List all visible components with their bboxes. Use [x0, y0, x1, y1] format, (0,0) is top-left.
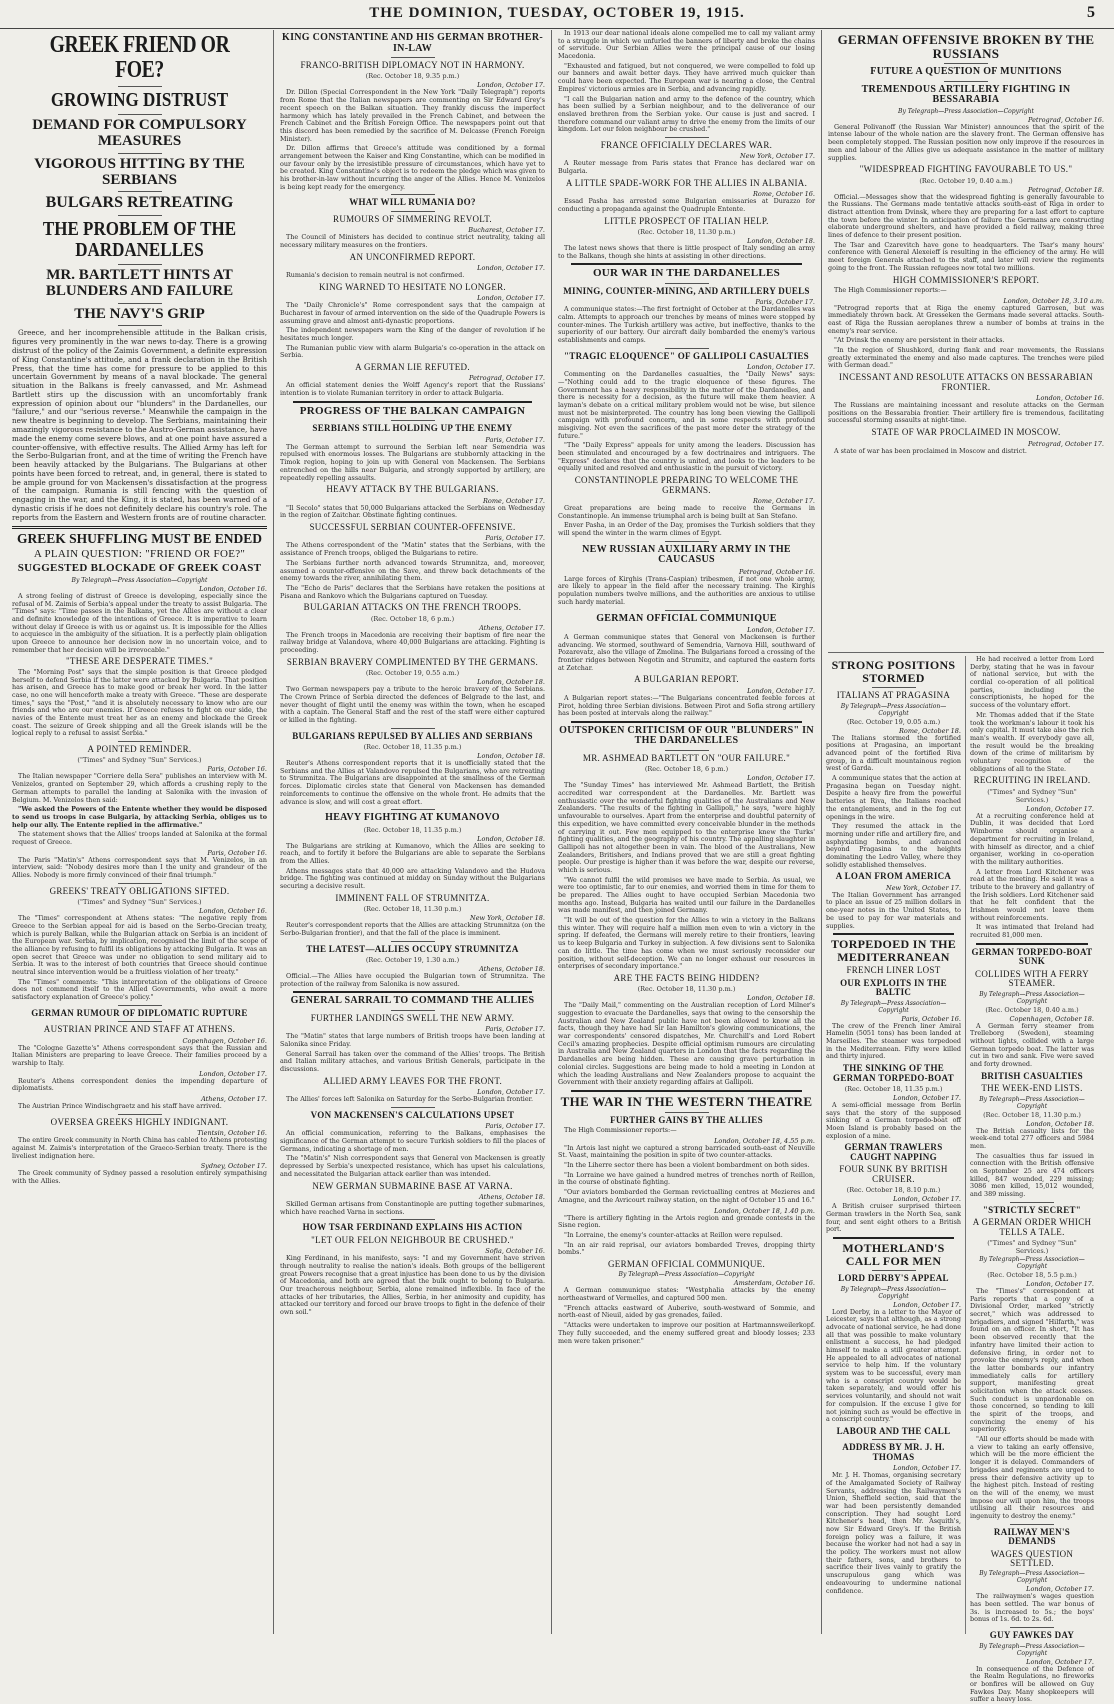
article-paragraph: Commenting on the Dardanelles casualties, the "Daily News" says:—"Nothing could add to the tragic eloquence of these figures. The Government has a heavy responsibility in the matter of the Dardanelles, and there is necessity for a decision, as the future will make them heavier. A layman's debate on a critical military problem would not be wise, but silence must not be misinterpreted. The country has long been viewing the Gallipoli campaign with profound concern, and in some respects with profound misgiving. Not even the sacrifices of the past more deter the strategy of the future." — [558, 370, 815, 440]
article-paragraph: "In Lorraine, the enemy's counter-attacks at Reillon were repulsed. — [564, 1230, 783, 1239]
headline: THE NAVY'S GRIP — [74, 305, 205, 322]
article-paragraph: He had received a letter from Lord Derby, stating that he was in favour of national service, but with the cordial co-operation of all political parties, including the conscriptionists, he hoped for the success of the voluntary effort. — [970, 655, 1094, 710]
dateline: London, October 18, 3.10 a.m. — [1003, 296, 1104, 305]
column-4 — [822, 30, 1110, 1704]
article-paragraph: Dr. Dillon affirms that Greece's attitude was conditioned by a formal arrangement between the Kaiser and King Constantine, which can be modified in our favour only by the irresistible pressure of circumstances, which have yet to be created. King Constantine's object is to redeem the pledge which was given to his brother-in-law without incurring the anger of the Allies. Hence M. Venizelos is being kept ready for the emergency. — [280, 144, 545, 191]
article-paragraph: The Bulgarians are striking at Kumanovo, which the Allies are seeking to reach, and to fortify it before the Bulgarians are able to separate the Serbians from the Allies. — [280, 841, 545, 866]
article-paragraph: Two German newspapers pay a tribute to the heroic bravery of the Serbians. The Crown Prince of Serbia directed the defences of Belgrade to the last, and never thought of flight until the enemy was within the town, when he escaped with a captain. The General Staff and the rest of the staff were either captured or killed in the fighting. — [280, 685, 545, 724]
article-paragraph: Skilled German artisans from Constantinople are putting together submarines, which have reached Varna in sections. — [280, 1199, 545, 1216]
article-paragraph: The High Commissioner reports:— — [834, 285, 947, 294]
article-paragraph: A communique states:—The first fortnight of October at the Dardanelles was calm. Attempts to approach our trenches by means of mines were stopped by counter-mines. The Turkish artillery was active, but ineffective, thanks to the superiority of our battery. Our aircraft daily bombarded the enemy's various establishments and camps. — [558, 305, 815, 345]
section-headline: STATE OF WAR PROCLAIMED IN MOSCOW. — [871, 427, 1061, 438]
article-paragraph: The entire Greek community in North China has cabled to Athens protesting against M. Zaimis's interpretation of the Graeco-Serbian treaty. There is the liveliest indignation here. — [12, 1136, 267, 1160]
dateline: Petrograd, October 18. — [1027, 185, 1104, 194]
article-paragraph: Rumania's decision to remain neutral is not confirmed. — [286, 271, 465, 280]
dateline: Rome, October 18. — [899, 726, 961, 735]
article-paragraph: A letter from Lord Kitchener was read at the meeting. He said it was a tribute to the bravery and gallantry of the Irish soldiers. Lord Kitchener said that he felt confident that the Irishmen would not leave them without reinforcements. — [970, 867, 1094, 922]
article-paragraph: The railwaymen's wages question has been settled. The war bonus of 3s. is increased to 5s.; the boys' bonus of 1s. 6d. to 2s. 6d. — [970, 1592, 1094, 1624]
dateline: Sydney, October 17. — [200, 1162, 267, 1171]
article-paragraph: The "Matin's" Nish correspondent says that General von Mackensen is greatly depressed by Serbia's unexpected resistance, which has upset his calculations, and necessitated the Bulgarian attack earlier than was intended. — [280, 1154, 545, 1178]
service-line: ("Times" and Sydney "Sun" Services.) — [77, 898, 202, 907]
dateline: New York, October 17. — [886, 883, 961, 892]
article-paragraph: A communique states that the action at Pragasina began on Tuesday night. Despite a heavy fire from the powerful batteries at Riva, the Italians reached the entanglements, and in the fog cut openings in the wire. — [826, 774, 961, 821]
article-paragraph: "In an air raid reprisal, our aviators bombarded Treves, dropping thirty bombs." — [558, 1240, 815, 1257]
dateline: London, October 17. — [477, 81, 545, 90]
article-paragraph: At a recruiting conference held at Dublin, it was decided that Lord Wimborne should organise a department for recruiting in Ireland, with himself as director, and a chief organiser, working in co-operation with the military authorities. — [970, 811, 1094, 866]
article-paragraph: The Tsar and Czarevitch have gone to headquarters. The Tsar's many hours' conference with General Alexeieff is resulting in the efficiency of the army. He will meet foreign Generals attached to the staff, and later will review the regiments going to the front. The Russian refugees now total two millions. — [828, 240, 1104, 272]
section-headline: FRANCE OFFICIALLY DECLARES WAR. — [600, 139, 773, 150]
subheadline: COLLIDES WITH A FERRY STEAMER. — [975, 968, 1089, 989]
article-paragraph: "French attacks eastward of Auberive, south-westward of Sommie, and north-east of Nieuil, aided by gas grenades, failed. — [558, 1303, 815, 1320]
received-line: (Rec. October 18, 6 p.m.) — [370, 614, 455, 623]
article-paragraph: A German communique states that General von Mackensen is further advancing. We stormed, southward of Semendria, Varnova Hill, southward of Pozarevatz, also the village of Zmolina. The Bulgarians forced a crossing of the frontier ridges between Negotin and Strumitz, and captured the eastern forts at Zetchar. — [558, 633, 815, 672]
dateline: London, October 18, 1.40 p.m. — [714, 1206, 815, 1215]
article-paragraph: Great preparations are being made to receive the Germans in Constantinople. An immense triumphal arch is being built at San Stefano. — [558, 504, 815, 520]
credit-line: By Telegraph—Press Association—Copyright — [979, 1642, 1085, 1657]
subcolumn-left — [822, 656, 966, 1634]
section-headline: HEAVY ATTACK BY THE BULGARIANS. — [326, 484, 499, 495]
dateline: Paris, October 16. — [207, 848, 267, 857]
dateline: Athens, October 17. — [201, 1095, 267, 1103]
article-paragraph: The Paris "Matin's" Athens correspondent says that M. Venizelos, in an interview, said: "Nobody desires more than I the unity and grandeur of the Allies. Nobody is more firmly convinced of their final triumph." — [12, 855, 267, 879]
subheadline: ADDRESS BY MR. J. H. THOMAS — [842, 1442, 945, 1462]
dateline: London, October 17. — [747, 363, 815, 372]
dateline: New York, October 17. — [740, 152, 815, 161]
section-headline: GREEKS' TREATY OBLIGATIONS SIFTED. — [49, 885, 230, 896]
headline: BULGARS RETREATING — [45, 194, 234, 212]
credit-line: By Telegraph—Press Association—Copyright — [71, 576, 208, 584]
credit-line: By Telegraph—Press Association—Copyright — [618, 1271, 755, 1279]
dateline: London, October 18. — [1026, 1119, 1094, 1128]
article-paragraph: A semi-official message from Berlin says that the story of the supposed sinking of a German torpedo-boat off Moen Island is probably based on the explosion of a mine. — [826, 1101, 961, 1140]
dateline: Petrograd, October 17. — [1027, 439, 1104, 448]
dateline: London, October 17. — [747, 774, 815, 783]
section-headline: GERMAN TORPEDO-BOAT SUNK — [971, 946, 1093, 967]
lead-article — [12, 329, 267, 522]
dateline: Paris, October 17. — [485, 534, 545, 543]
article-paragraph: The Russians are maintaining incessant and resolute attacks on the German positions on the Bessarabia frontier. Their artillery fire is tremendous, facilitating successful storming assaults at night-time. — [828, 401, 1104, 425]
received-line: (Rec. October 19, 0.55 a.m.) — [365, 669, 460, 678]
article-paragraph: Large forces of Kirghis (Trans-Caspian) tribesmen, if not one whole army, are likely to appear in the field after the necessary training. The Kirghis population numbers twelve millions, and the authorities are anxious to utilise such hardy material. — [558, 574, 815, 606]
column-3 — [552, 30, 822, 1634]
credit-line: By Telegraph—Press Association—Copyright — [840, 702, 947, 717]
article-paragraph: The Athens correspondent of the "Matin" states that the Serbians, with the assistance of French troops, obliged the Bulgarians to retire. — [280, 541, 545, 558]
section-headline: LITTLE PROSPECT OF ITALIAN HELP. — [604, 215, 769, 226]
credit-line: By Telegraph—Press Association—Copyright — [979, 1256, 1085, 1270]
section-headline: GREEK SHUFFLING MUST BE ENDED — [16, 530, 263, 546]
article-paragraph: The German attempt to surround the Serbian left near Semendria was repulsed with enormous losses. The Bulgarians are stubbornly attacking in the Timok region, hoping to join up with General von Mackensen. The Serbians entrenched on the hills near Bulgaria, and strongly supported by artillery, are repeatedly repelling assaults. — [280, 442, 545, 482]
article-paragraph: The "Daily Mail," commenting on the Australian reception of Lord Milner's suggestion to evacuate the Dardanelles, says that owing to the censorship the Australian and New Zealand public have not been allowed to know all the facts, though they have had Sir Ian Hamilton's glowing communications, the war correspondents' censored dispatches, Mr. Churchill's and Lord Robert Cecil's amazing prophecies. Despite official optimism rumours are circulating in Australia and New Zealand quarters in London that the facts regarding the Dardanelles are being hidden. These are causing grave perturbation in colonial circles. Suggestions are being made to hold a meeting in London at which the leading Australians and New Zealanders propose to acquaint the Government with their anxiety regarding affairs at Gallipoli. — [558, 1001, 815, 1087]
headline: GROWING DISTRUST — [50, 89, 229, 112]
russian-front-block — [822, 30, 1110, 650]
subheadline: FRENCH LINER LOST — [846, 965, 941, 976]
subheadline: RUMOURS OF SIMMERING REVOLT. — [333, 213, 492, 224]
article-paragraph: The "Times's" correspondent at Paris reports that a copy of a Divisional Order, marked "strictly secret," which was addressed to brigadiers, and signed "Hilfarth," was found on an officer. In short, "It has been observed recently that the infantry have limited their action to defensive firing, in order not to provoke the enemy's reply, and when the latter bombards our infantry immediately calls for artillery support, manifesting great solicitation when the attack ceases. Such conduct is unpardonable on those concerned, so tending to kill the spirit of the troops, and convincing the enemy of his superiority. — [970, 1287, 1094, 1434]
received-line: (Rec. October 18, 11.35 p.m.) — [363, 743, 462, 752]
article-paragraph: The Austrian Prince Windischgraetz and his staff have arrived. — [18, 1102, 222, 1110]
section-headline: CONSTANTINOPLE PREPARING TO WELCOME THE GERMANS. — [574, 475, 799, 495]
article-paragraph: "I call the Bulgarian nation and army to the defence of the country, which has been sullied by a Serbian neighbour, and to the deliverance of our enslaved brethren from the Serbian yoke. Our cause is just and sacred. I therefore command our valiant army to drive the enemy from the limits of our kingdom. Let our felon neighbour be crushed." — [558, 94, 815, 134]
dateline: London, October 16. — [199, 584, 267, 593]
subheadline: "THESE ARE DESPERATE TIMES." — [65, 656, 214, 667]
received-line: (Rec. October 18, 11.35 p.m.) — [363, 825, 462, 834]
subheadline: TREMENDOUS ARTILLERY FIGHTING IN BESSARABIA — [861, 83, 1071, 106]
dateline: London, October 17. — [747, 626, 815, 635]
article-paragraph: The "Daily Chronicle's" Rome correspondent says that the campaign at Bucharest in favour of armed intervention on the side of the Quadruple Powers is assuming grave and almost anti-dynastic proportions. — [280, 301, 545, 325]
subheadline: MR. ASHMEAD BARTLETT ON "OUR FAILURE." — [582, 752, 791, 763]
dateline: Athens, October 17. — [479, 623, 545, 632]
article-paragraph: The Greek community of Sydney passed a resolution entirely sympathising with the Allies. — [12, 1169, 267, 1185]
headline: GREEK FRIEND OR FOE? — [49, 32, 230, 84]
article-paragraph: The "Times" correspondent at Athens states: "The negative reply from Greece to the Serbian appeal for aid is based on the Serbo-Grecian treaty, which is purely Balkan, while the Bulgarian attack on Serbia is an incident of the European war. Serbia, by implication, recognised the limit of the scope of the alliance by refusing to fulfil its obligations by attacking Bulgaria. It was an open secret that Greece was under no obligation to send military aid to Serbia. It was to the interest of both countries that Greece should continue neutral since intervention would be a fruitless violation of her treaty." — [12, 914, 268, 976]
section-headline: HIGH COMMISSIONER'S REPORT. — [892, 274, 1040, 285]
article-paragraph: General Sarrail has taken over the command of the Allies' troops. The British and Italian military attaches, and various British Generals, participate in the discussions. — [280, 1049, 545, 1074]
article-paragraph: Official.—The Allies have occupied the Bulgarian town of Strumnitza. The protection of the railway from Salonika is now assured. — [280, 972, 545, 988]
section-headline: KING WARNED TO HESITATE NO LONGER. — [319, 281, 506, 292]
page-number: 5 — [1087, 4, 1096, 21]
received-line: (Rec. October 19, 1.30 a.m.) — [365, 956, 460, 965]
dateline: London, October 17. — [1026, 1585, 1094, 1594]
dateline: London, October 17. — [477, 294, 545, 303]
dateline: Bucharest, October 17. — [468, 226, 545, 235]
dateline: Amsterdam, October 16. — [733, 1279, 815, 1288]
subheadline: MINING, COUNTER-MINING, AND ARTILLERY DUELS — [563, 285, 810, 296]
dateline: Tientsin, October 16. — [197, 1129, 267, 1138]
article-paragraph: "In Artois last night we captured a strong barricaded south-east of Neuville St. Vaast, maintaining the position in spite of two counter-attacks. — [558, 1143, 815, 1160]
article-paragraph: A British cruiser surprised thirteen German trawlers in the North Sea, sank four, and sent eight others to a British port. — [826, 1202, 961, 1234]
dateline: London, October 17. — [1026, 1657, 1094, 1666]
headline: VIGOROUS HITTING BY THE SERBIANS — [34, 155, 245, 188]
article-paragraph: The Allies' forces left Salonika on Saturday for the Serbo-Bulgarian frontier. — [286, 1095, 534, 1104]
article-paragraph: "It will be out of the question for the Allies to win a victory in the Balkans this winter. They will require half a million men even to win a victory in the spring. If defeated, the Germans will merely retire to their frontiers, leaving us to keep Bulgaria and Turkey in subjection. A few divisions sent to Salonika can do little. The time has come when we must seriously reconsider our position, without self-deception. We can no longer exhaust our resources in enterprises of secondary importance." — [558, 916, 815, 971]
dateline: Copenhagen, October 16. — [182, 1036, 267, 1045]
article-paragraph: Athens messages state that 40,000 are attacking Valandovo and the Hudova bridge. The fighting was continued at midday on Sunday without the Bulgarians securing a decisive result. — [280, 866, 545, 891]
section-headline: "STRICTLY SECRET" — [982, 1204, 1082, 1215]
newspaper-page — [6, 29, 1110, 1704]
article-paragraph: The Council of Ministers has decided to continue strict neutrality, taking all necessary military measures on the frontiers. — [280, 233, 545, 249]
section-headline: BULGARIANS REPULSED BY ALLIES AND SERBIANS — [292, 730, 533, 741]
dateline: Rome, October 17. — [753, 497, 815, 506]
section-headline: THE WAR IN THE WESTERN THEATRE — [560, 1093, 813, 1109]
section-headline: IMMINENT FALL OF STRUMNITZA. — [335, 892, 490, 903]
section-headline: RAILWAY MEN'S DEMANDS — [993, 1526, 1071, 1547]
dateline: Paris, October 17. — [485, 1025, 545, 1034]
section-headline: ARE THE FACTS BEING HIDDEN? — [613, 972, 760, 983]
section-headline: BULGARIAN ATTACKS ON THE FRENCH TROOPS. — [303, 602, 522, 613]
received-line: (Rec. October 18, 11.30 p.m.) — [363, 905, 462, 914]
dateline: London, October 18. — [747, 237, 815, 245]
dateline: London, October 17. — [199, 1069, 267, 1078]
received-line: (Rec. October 18, 11.30 p.m.) — [637, 228, 736, 236]
subheadline: AUSTRIAN PRINCE AND STAFF AT ATHENS. — [43, 1024, 236, 1035]
dateline: Paris, October 17. — [485, 1122, 545, 1131]
subheadline: FOUR SUNK BY BRITISH CRUISER. — [839, 1164, 948, 1184]
dateline: Rome, October 16. — [753, 190, 815, 199]
credit-line: By Telegraph—Press Association—Copyright — [979, 990, 1085, 1005]
article-paragraph: "At Dvinsk the enemy are persistent in their attacks. — [834, 336, 1005, 345]
section-headline: A LOAN FROM AMERICA — [835, 871, 952, 882]
article-paragraph: Enver Pasha, in an Order of the Day, promises the Turkish soldiers that they will spend the winter in the warm climes of Egypt. — [558, 521, 815, 538]
dateline: Copenhagen, October 18. — [1009, 1014, 1094, 1023]
article-paragraph: "There is artillery fighting in the Artois region and grenade contests in the Sisne region. — [558, 1213, 815, 1230]
article-paragraph: "All our efforts should be made with a view to taking an early offensive, which will be the more efficient the longer it is delayed. Commanders of brigades and regiments are urged to press their defensive activity up to the highest pitch. Instead of resting on the will of the enemy, we must impose our will upon him, the troops utilising all their resources and ingenuity to destroy the enemy." — [970, 1435, 1094, 1520]
article-paragraph: It was intimated that Ireland had recruited 81,000 men. — [970, 923, 1094, 940]
dateline: London, October 18. — [477, 678, 545, 687]
section-headline: OUTSPOKEN CRITICISM OF OUR "BLUNDERS" IN THE DARDANELLES — [559, 724, 814, 747]
article-paragraph: The High Commissioner reports:— — [564, 1126, 677, 1134]
article-paragraph: "In the region of Shushkord, during flank and rear movements, the Russians greatly exterminated the enemy and also made captures. The trenches were piled with German dead." — [828, 346, 1104, 370]
dateline: Petrograd, October 17. — [468, 374, 545, 383]
article-paragraph: Reuter's correspondent reports that the Allies are attacking Strumnitza (on the Serbo-Bulgarian frontier), and that the fall of the place is imminent. — [280, 921, 545, 937]
dateline: London, October 17. — [893, 1464, 961, 1473]
article-paragraph: The "Times" comments: "This interpretation of the obligations of Greece does not commend itself to the Allied Governments, who await a more satisfactory explanation of Greece's policy." — [12, 977, 267, 1001]
subheadline: OUR EXPLOITS IN THE BALTIC — [840, 977, 947, 998]
credit-line: By Telegraph—Press Association—Copyright — [840, 1285, 947, 1300]
section-headline: A POINTED REMINDER. — [87, 744, 192, 754]
section-headline: THE SINKING OF THE GERMAN TORPEDO-BOAT — [833, 1063, 954, 1083]
article-paragraph: King Ferdinand, in his manifesto, says: "I and my Government have striven through neutrality to realise the nation's ideals. Both groups of the belligerent great Powers recognise that a great injustice has been done to us by the division of Macedonia, and both are agreed that the bulk ought to belong to Bulgaria. Our treacherous neighbour, Serbia, alone remained inflexible. In face of the attacks of her tributaries, the Allies, Serbia, in her animosity and cupidity, has attacked our territory and forced our brave troops to fight in the defence of their own soil." — [280, 1254, 545, 1317]
article-paragraph: Essad Pasha has arrested some Bulgarian emissaries at Durazzo for conducting a propaganda against the Quadruple Entente. — [558, 197, 815, 213]
article-paragraph: The statement shows that the Allies' troops landed at Salonika at the formal request of Greece. — [12, 830, 267, 846]
headline: MR. BARTLETT HINTS AT BLUNDERS AND FAILURE — [45, 267, 234, 299]
dateline: London, October 17. — [477, 1088, 545, 1097]
credit-line: By Telegraph—Press Association—Copyright — [840, 999, 947, 1014]
article-paragraph: The "Sunday Times" has interviewed Mr. Ashmead Bartlett, the British accredited war correspondent at the Dardanelles. Mr. Bartlett was enthusiastic over the wonderful fighting qualities of the Australians and New Zealanders. "The results of the fighting in Gallipoli," he says, "were highly unfavourable to ourselves. Apart from the enterprise and doubtful paternity of this expedition, we have committed every conceivable blunder in the methods of carrying it out. Few men equipped to the enterprise knew the Turks' fighting qualities, and the geography of his country. The appalling slaughter in Gallipoli has not altogether been in vain. The blood of the Australians, New Zealanders, Britishers, and Indians proved that we are still a great fighting people. Our prestige is higher than it was before the war, despite our reverse, which is serious. — [558, 781, 815, 874]
article-paragraph: Mr. J. H. Thomas, organising secretary of the Amalgamated Society of Railway Servants, addressing the Railwaymen's Union, Sheffield section, said that the war had been persistently demanded conscription. They had sought Lord Kitchener's head, then Mr. Asquith's, now Sir Edward Grey's. If the British foreign policy was a failure, it was because the worker had not had a say in the policy. The workers must not allow their fathers, sons, and brothers to sacrifice their lives vainly to gratify the unscrupulous gang which was endeavouring to undermine national confidence. — [826, 1471, 961, 1595]
article-paragraph: Greece, and her incomprehensible attitude in the Balkan crisis, figures very prominently in the war news to-day. There is a growing distrust of the policy of the Zaimis Government, a definite expression of King Constantine's attitude, and a frank declaration in the British Press, that the time has come for pressure to be applied to this uncertain Government by means of a naval blockade. The general situation in the Balkans is freely canvassed, and Mr. Ashmead Bartlett stirs up the discussion with an uncomfortably frank expression of opinion about our "blunders" in the Dardanelles, our "failure," and our "serious reverse." Meanwhile the campaign in the new theatre is beginning to develop. The Serbians, maintaining their amazingly vigorous resistance to the Austro-German assistance, have made the enemy come severe blows, and at one point have assured a counter-offensive, with effective results. The Allied Army has left for the Serbo-Bulgarian front, and at the time of writing the French have been heavily attacked by the Bulgarians. The Bulgarians at other points have been forced to retreat, and, in general, there is stated to be ample ground for von Mackensen's dissatisfaction at the progress of the campaign. Rumania is still fencing with the question of engaging in the war, and the King, it is stated, has been warned of a dynastic crisis if he does not definitely declare his country's role. The reports from the Eastern and Western fronts are of routine character. — [12, 328, 267, 522]
received-line: (Rec. October 18, 6 p.m.) — [644, 765, 729, 774]
article-paragraph: A Reuter message from Paris states that France has declared war on Bulgaria. — [558, 159, 815, 176]
dateline: London, October 16. — [199, 907, 267, 916]
article-paragraph: "Our aviators bombarded the German revictualling centres at Mezieres and Amagne, and the Avricourt railway station, on the night of October 15 and 16." — [558, 1188, 815, 1204]
section-headline: VON MACKENSEN'S CALCULATIONS UPSET — [310, 1109, 515, 1120]
section-headline: SERBIAN BRAVERY COMPLIMENTED BY THE GERMANS. — [286, 656, 539, 667]
article-paragraph: The Rumanian public view with alarm Bulgaria's co-operation in the attack on Serbia. — [280, 343, 545, 360]
article-paragraph: The Italian newspaper "Corriere della Sera" publishes an interview with M. Venizelos, granted on September 29, which affords a crushing reply to the German attempts to parallel the landing at Salonika with the invasion of Belgium. M. Venizelos then said: — [12, 772, 267, 804]
article-paragraph: In consequence of the Defence of the Realm Regulations, no fireworks or bonfires will be allowed on Guy Fawkes Day. Many shopkeepers will suffer a heavy loss. — [970, 1664, 1094, 1704]
dateline: Petrograd, October 16. — [738, 567, 815, 576]
article-paragraph: General Polivanoff (the Russian War Minister) announces that the spirit of the intense labour of the whole nation are the slavery front. The German offensive has been completely stopped. The Russian position now only improve if the resources in men and labour of the Allies give us adequate assistance in the matter of military supplies. — [828, 122, 1104, 162]
credit-line: By Telegraph—Press Association—Copyright — [979, 1095, 1085, 1110]
dateline: Paris, October 16. — [901, 1014, 961, 1023]
section-headline: INCESSANT AND RESOLUTE ATTACKS ON BESSARABIAN FRONTIER. — [839, 372, 1093, 392]
section-headline: GUY FAWKES DAY — [989, 1630, 1075, 1641]
section-headline: GERMAN TRAWLERS CAUGHT NAPPING — [844, 1142, 943, 1162]
article-paragraph: Mr. Thomas added that if the State took the workman's labour it took his only capital. It must take also the rich man's wealth. If everybody gave all, the result would be the breaking down of the crime of militarism by voluntary recognition of the obligations of all to the State. — [970, 710, 1094, 773]
dateline: London, October 17. — [893, 1195, 961, 1204]
subheadline: THE WEEK-END LISTS. — [981, 1083, 1083, 1094]
article-paragraph: Reuter's Athens correspondent denies the impending departure of diplomatists. — [12, 1076, 267, 1093]
dateline: London, October 17. — [893, 1094, 961, 1102]
article-paragraph: The independent newspapers warn the King of the danger of revolution if he hesitates much longer. — [280, 326, 545, 342]
received-line: (Rec. October 18, 0.40 a.m.) — [985, 1005, 1079, 1014]
lower-subcolumns — [822, 655, 1110, 1704]
section-headline: OUR WAR IN THE DARDANELLES — [592, 267, 781, 280]
article-paragraph: Reuter's Athens correspondent reports that it is unofficially stated that the Serbians and the Allies at Valandovo repulsed the Bulgarians, who are retreating to Strumnitza. The Bulgarians are disappointed at the smallness of the German forces. Diplomatic circles state that General von Mackensen has demanded reinforcements to continue the offensive on the whole front. He admits that the advance is slow, and will cost a great effort. — [280, 759, 545, 806]
newspaper-title: THE DOMINION, TUESDAY, OCTOBER 19, 1915. — [369, 5, 745, 21]
credit-line: By Telegraph—Press Association—Copyright — [898, 107, 1034, 115]
section-headline: PROGRESS OF THE BALKAN CAMPAIGN — [299, 404, 526, 417]
dateline: New York, October 18. — [470, 914, 545, 923]
section-headline: BRITISH CASUALTIES — [981, 1070, 1083, 1081]
service-line: ("Times" and Sydney "Sun" Services.) — [987, 787, 1077, 804]
section-headline: AN UNCONFIRMED REPORT. — [349, 251, 476, 262]
dateline: London, October 18. — [747, 994, 815, 1003]
subheadline: FURTHER GAINS BY THE ALLIES — [610, 1114, 763, 1125]
section-headline: THE LATEST—ALLIES OCCUPY STRUMNITZA — [306, 943, 519, 954]
article-paragraph: An official statement denies the Wolff Agency's report that the Russians' intention is to violate Rumanian territory in order to attack Bulgaria. — [280, 381, 545, 398]
article-paragraph: The casualties thus far issued in connection with the British offensive on September 25 are 474 officers killed, 847 wounded, 229 missing; 3086 men killed, 15,012 wounded, and 389 missing. — [970, 1151, 1094, 1198]
dateline: Paris, October 17. — [755, 298, 815, 307]
dateline: Sofia, October 16. — [485, 1247, 545, 1256]
article-paragraph: "Petrograd reports that at Riga the enemy captured Garrosen, but was immediately thrown back. At Gresseken the Germans made several attacks. South-east of Riga the Russian aeroplanes threw a number of bombs at trains in the enemy's rear service. — [828, 303, 1104, 335]
article-paragraph: The French troops in Macedonia are receiving their baptism of fire near the railway bridge at Valandova, where 40,000 Bulgarians are attacking. Fighting is proceeding. — [280, 630, 545, 655]
article-paragraph: The "Echo de Paris" declares that the Serbians have retaken the positions at Pisana and Rankovo which the Bulgarians captured on Tuesday. — [280, 583, 545, 600]
article-paragraph: The latest news shows that there is little prospect of Italy sending an army to the Balkans, though she hints at assisting in other directions. — [558, 244, 815, 260]
received-line: (Rec. October 18, 11.35 p.m.) — [844, 1085, 943, 1093]
subheadline: WAGES QUESTION SETTLED. — [990, 1548, 1074, 1568]
article-paragraph: Official.—Messages show that the widespread fighting is generally favourable to the Russians. The Germans made tentative attacks south-east of Riga in order to distract attention from Dvinsk, where they are preparing for a last effort to capture the town before the winter. In anticipation of failure the Germans are constructing elaborate underground shelters, and have provided a field railway, making three lines of defence to their present position. — [828, 192, 1104, 240]
article-paragraph: An official communication, referring to the Balkans, emphasises the significance of the German attempt to secure Turkish soldiers to fill the places of Germans, indicating a shortage of men. — [280, 1129, 545, 1153]
section-headline: NEW RUSSIAN AUXILIARY ARMY IN THE CAUCASUS — [582, 543, 791, 566]
section-headline: GENERAL SARRAIL TO COMMAND THE ALLIES — [290, 995, 535, 1007]
dateline: London, October 18. — [477, 752, 545, 761]
section-headline: GERMAN OFFENSIVE BROKEN BY THE RUSSIANS — [837, 32, 1095, 61]
subheadline: A GERMAN ORDER WHICH TELLS A TALE. — [972, 1217, 1092, 1237]
article-paragraph: A German communique states: "Westphalia attacks by the enemy northeastward of Vermelles, and captured 500 men. — [558, 1286, 815, 1303]
article-paragraph: Dr. Dillon (Special Correspondent in the New York "Daily Telegraph") reports from Rome that the Italian newspapers are commenting on Sir Edward Grey's recent speech on the Balkan situation. They frankly discuss the imperfect harmony which has lately prevailed in the French Cabinet, and between the French Cabinet and the British Foreign Office. The newspapers point out that this discord has been remedied by the sacrifice of M. Delcasse (French Foreign Minister). — [280, 88, 545, 143]
subheadline: SUGGESTED BLOCKADE OF GREEK COAST — [17, 562, 262, 575]
article-paragraph: "In the Liherre sector there has been a violent bombardment on both sides. — [564, 1161, 810, 1170]
article-paragraph: "Attacks were undertaken to improve our position at Hartmannsweilerkopf. They fully succeeded, and the enemy suffered great and bloody losses; 233 men were taken prisoner." — [558, 1321, 815, 1345]
section-headline: WHAT WILL RUMANIA DO? — [349, 197, 476, 208]
received-line: (Rec. October 18, 11.30 p.m.) — [637, 985, 736, 994]
article-paragraph: The crew of the French liner Amiral Hamelin (5051 tons) has been landed at Marseilles. The steamer was torpedoed in the Mediterranean. Fifty were killed and thirty injured. — [826, 1021, 961, 1061]
subheadline: "LET OUR FELON NEIGHBOUR BE CRUSHED." — [311, 1234, 514, 1245]
column-2 — [274, 30, 552, 1634]
article-paragraph: The "Morning Post" says that the simple position is that Greece pledged herself to defend Serbia if the latter were attacked by Bulgaria. That position has arisen, and Greece has to make good or break her word. In the latter case, no one will henceforth make a treaty with Greece. "These are desperate times," says the "Post," "and it is absolutely necessary to know who are our friends and who are our enemies. If Greece refuses to fight on our side, the navies of the Entente must treat her as an enemy and blockade the Greek coast. The seizure of Greek shipping and all the Greek islands will be the logical reply to a refusal to assist Serbia." — [12, 667, 267, 738]
article-paragraph: The "Matin" states that large numbers of British troops have been landing at Salonika since Friday. — [280, 1032, 545, 1049]
masthead — [0, 0, 1114, 29]
subheadline: A PLAIN QUESTION: "FRIEND OR FOE?" — [33, 547, 246, 560]
section-headline: STRONG POSITIONS STORMED — [831, 658, 956, 685]
dateline: Petrograd, October 16. — [1027, 115, 1104, 124]
dateline: Athens, October 18. — [479, 965, 545, 974]
section-headline: NEW GERMAN SUBMARINE BASE AT VARNA. — [312, 1180, 513, 1191]
dateline: London, October 17. — [477, 264, 545, 273]
section-headline: MOTHERLAND'S CALL FOR MEN — [842, 1240, 945, 1268]
section-headline: A LITTLE SPADE-WORK FOR THE ALLIES IN ALBANIA. — [565, 177, 808, 188]
section-headline: TORPEDOED IN THE MEDITERRANEAN — [830, 937, 957, 964]
section-headline: A BULGARIAN REPORT. — [634, 674, 739, 685]
dateline: London, October 17. — [747, 686, 815, 695]
received-line: (Rec. October 18, 9.35 p.m.) — [365, 72, 460, 81]
subcolumn-right — [966, 655, 1098, 1704]
dateline: Paris, October 17. — [485, 435, 545, 444]
section-headline: KING CONSTANTINE AND HIS GERMAN BROTHER-IN-LAW — [281, 32, 543, 54]
subheadline: SERBIANS STILL HOLDING UP THE ENEMY — [312, 423, 513, 434]
article-paragraph: "The "Daily Express" appeals for unity among the leaders. Discussion has been stimulated and encouraged by a few doctrinaires and intriguers. The "Express" declares that the country is united, and looks to the leaders to be equally united and resolved and enthusiastic in the pursuit of victory. — [558, 441, 815, 473]
article-paragraph: A German ferry steamer from Trelleborg (Sweden), steaming without lights, collided with a large German torpedo boat. The latter was cut in two and sank. Five were saved and forty drowned. — [970, 1021, 1094, 1068]
dateline: London, October 18, 4.55 p.m. — [714, 1136, 815, 1145]
section-headline: OVERSEA GREEKS HIGHLY INDIGNANT. — [50, 1116, 229, 1127]
headline: DEMAND FOR COMPULSORY MEASURES — [32, 117, 247, 150]
article-paragraph: They resumed the attack in the morning under rifle and artillery fire, and asphyxiating bombs, and advanced beyond Pragasina to the heights dominating the Ledro Valley, where they solidly established themselves. — [826, 822, 961, 869]
article-paragraph: The Italians stormed the fortified positions at Pragasina, an important advanced point of the fortified Riva group, in a difficult mountainous region west of Garda. — [826, 733, 961, 773]
dateline: London, October 17. — [1026, 1280, 1094, 1288]
section-headline: LABOUR AND THE CALL — [836, 1425, 951, 1436]
dateline: London, October 17. — [1026, 804, 1094, 813]
subheadline: LORD DERBY'S APPEAL — [838, 1273, 949, 1284]
article-paragraph: The Italian Government has arranged to place an issue of 25 million dollars in one-year notes in the United States, to be used to pay for war materials and supplies. — [826, 890, 961, 930]
dateline: London, October 17. — [893, 1300, 961, 1309]
section-headline: GERMAN RUMOUR OF DIPLOMATIC RUPTURE — [31, 1007, 248, 1018]
service-line: ("Times" and Sydney "Sun" Services.) — [77, 756, 202, 765]
article-paragraph: A Bulgarian report states:—"The Bulgarians concentrated feeble forces at Pirot, holding three Serbian divisions. Between Pirot and Sofia strong artillery has been posted at intervals along the railway." — [558, 693, 815, 718]
article-paragraph: "Il Secolo" states that 50,000 Bulgarians attacked the Serbians on Wednesday in the region of Zaitchar. Obstinate fighting continues. — [280, 503, 545, 520]
article-paragraph: "We cannot fulfil the wild promises we have made to Serbia. As usual, we were too optimistic, far to our enemies, and worried them in time for them to be prepared. The Allies ought to have occupied Serbian Macedonia two months ago. Instead, Bulgaria has waited until our failure in the Dardanelles was made manifest, and then joined Germany. — [558, 875, 815, 915]
section-headline: "TRAGIC ELOQUENCE" OF GALLIPOLI CASUALTIES — [564, 350, 809, 361]
dateline: London, October 18. — [477, 834, 545, 843]
column-1 — [6, 30, 274, 1634]
received-line: (Rec. October 19, 0.40 a.m.) — [919, 176, 1013, 185]
section-headline: GERMAN OFFICIAL COMMUNIQUE. — [607, 1258, 766, 1269]
subheadline: ITALIANS AT PRAGASINA — [836, 690, 951, 701]
article-paragraph: The Serbians further north advanced towards Strumnitza, and, moreover, assumed a counter-offensive on the Save, and threw back detachments of the enemy towards the river, annihilating them. — [280, 558, 545, 583]
subheadline: FUTURE A QUESTION OF MUNITIONS — [870, 66, 1062, 78]
credit-line: By Telegraph—Press Association—Copyright — [979, 1570, 1085, 1585]
article-paragraph: A strong feeling of distrust of Greece is developing, especially since the refusal of M. Zaimis of Serbia's appeal under the treaty to assist Bulgaria. The "Times" says: "Time passes in the Balkans, yet the Allies are without a clear and definite knowledge of the intentions of Greece. It is imperative to learn without delay if Greece is with us or against us. It is impossible for the Allies to acquiesce in the ambiguity of the situation. It is a perfectly plain obligation upon Greece to announce her decision now in no uncertain voice, and to remember that her decision will be irrevocable." — [12, 591, 267, 654]
section-headline: ALLIED ARMY LEAVES FOR THE FRONT. — [322, 1075, 503, 1086]
dateline: Athens, October 18. — [479, 1192, 545, 1201]
quote-paragraph: "We asked the Powers of the Entente whether they would be disposed to send us troops in case Bulgaria, by attacking Serbia, obliges us to help our ally. The Entente replied in the affirmative." — [12, 805, 268, 829]
article-paragraph: The British casualty lists for the week-end total 277 officers and 5984 men. — [970, 1126, 1094, 1150]
headline: THE PROBLEM OF THE DARDANELLES — [42, 218, 237, 262]
dateline: Paris, October 16. — [207, 765, 267, 774]
service-line: ("Times" and Sydney "Sun" Services.) — [987, 1239, 1077, 1255]
section-headline: A GERMAN LIE REFUTED. — [355, 362, 470, 372]
received-line: (Rec. October 18, 5.5 p.m.) — [987, 1271, 1077, 1279]
received-line: (Rec. October 18, 11.30 p.m.) — [983, 1110, 1081, 1119]
section-headline: HEAVY FIGHTING AT KUMANOVO — [325, 812, 500, 824]
section-headline: HOW TSAR FERDINAND EXPLAINS HIS ACTION — [302, 1222, 523, 1233]
received-line: (Rec. October 18, 8.10 p.m.) — [846, 1186, 941, 1195]
subheadline: FRANCO-BRITISH DIPLOMACY NOT IN HARMONY. — [300, 60, 525, 70]
section-headline: RECRUITING IN IRELAND. — [973, 775, 1091, 786]
section-headline: SUCCESSFUL SERBIAN COUNTER-OFFENSIVE. — [309, 522, 516, 533]
received-line: (Rec. October 19, 0.05 a.m.) — [846, 717, 941, 726]
section-headline: "WIDESPREAD FIGHTING FAVOURABLE TO US." — [859, 164, 1073, 175]
subheadline: FURTHER LANDINGS SWELL THE NEW ARMY. — [310, 1012, 515, 1023]
article-paragraph: Lord Derby, in a letter to the Mayor of Leicester, says that although, as a strong advocate of national service, he had done all that was possible to make voluntary enlistment a success, he had pledged himself to make a still greater attempt. He appealed to all advocates of national service to help him. If the voluntary system was to be successful, every man who is a conscript country would be taken separately, and would offer his services voluntarily, and should not wait for compulsion. If the excuse I give for not joining such as would be effective in a conscript country." — [826, 1307, 961, 1424]
article-paragraph: "Exhausted and fatigued, but not conquered, we were compelled to fold up our banners and await better days. They have arrived much quicker than could have been expected. The European war is nearing a close, the Central Empires' victorious armies are in Serbia, and advancing rapidly. — [558, 61, 815, 93]
article-paragraph: The "Cologne Gazette's" Athens correspondent says that the Russian and Italian Ministers are preparing to leave Greece. Their families proceed by a warship to Italy. — [12, 1043, 267, 1067]
article-paragraph: A state of war has been proclaimed in Moscow and district. — [834, 446, 1027, 455]
section-headline: GERMAN OFFICIAL COMMUNIQUE — [596, 612, 777, 624]
dateline: London, October 16. — [1036, 394, 1104, 403]
article-paragraph: In 1913 our dear national ideals alone compelled me to call my valiant army to a struggle in which we unfurled the banners of liberty and broke the chains of servitude. Our Serbian Allies were the principal cause of our losing Macedonia. — [558, 29, 815, 61]
article-paragraph: "In Lorraine we have gained a hundred metres of trenches north of Reillon, in the course of obstinate fighting. — [558, 1170, 815, 1187]
dateline: Rome, October 17. — [483, 496, 545, 505]
